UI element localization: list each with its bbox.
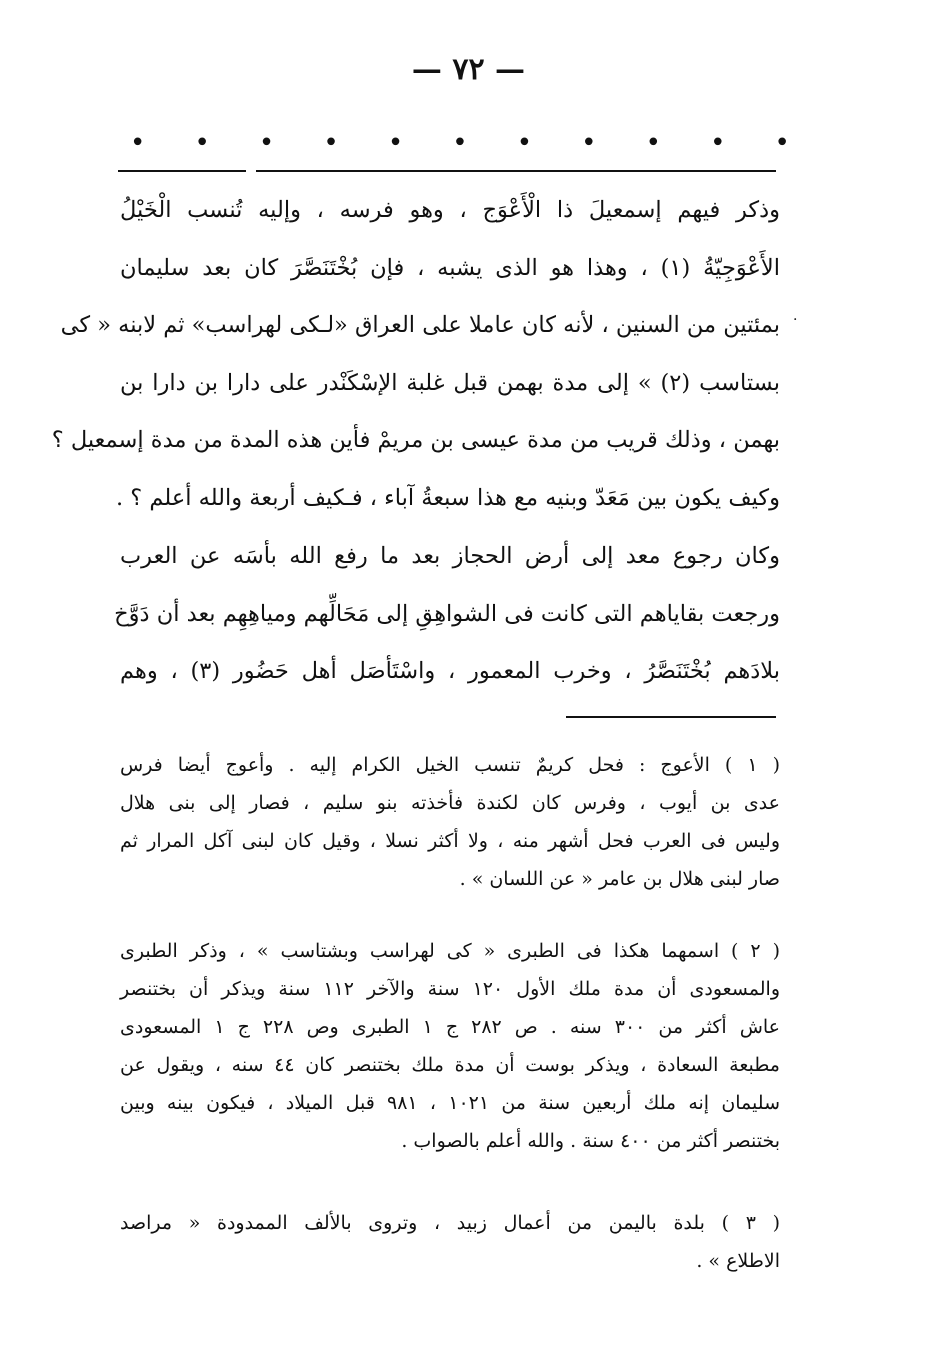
separator-dot: • — [645, 128, 661, 158]
text-line: بمئتين من السنين ، لأنه كان عاملا على العراق «لـكى لهراسب» ثم لابنه « كى — [60, 312, 780, 338]
footnote-line: عدى بن أيوب ، وفرس كان لكندة فأخذته بنو سليم ، فصار إلى بنى هلال — [120, 792, 780, 814]
footnote-line: والمسعودى أن مدة ملك الأول ١٢٠ سنة والآخر ١١٢ سنة ويذكر أن بختنصر — [120, 978, 780, 1000]
header-rule-right — [256, 170, 776, 172]
separator-dot: • — [323, 128, 339, 158]
footnote-line: سليمان إنه ملك أربعين سنة من ١٠٢١ ، ٩٨١ قبل الميلاد ، فيكون بينه وبين — [120, 1092, 780, 1114]
text-line: بهمن ، وذلك قريب من مدة عيسى بن مريمْ فأين هذه المدة من مدة إسمعيل ؟ — [51, 427, 780, 453]
separator-dot: • — [710, 128, 726, 158]
footnote-line: وليس فى العرب فحل أشهر منه ، ولا أكثر نسلا ، وقيل كان لبنى آكل المرار ثم — [120, 830, 780, 852]
footnote-rule — [566, 716, 776, 718]
separator-dot: • — [581, 128, 597, 158]
footnote-line: ( ٢ ) اسمهما هكذا فى الطبرى « كى لهراسب وبشتاسب » ، وذكر الطبرى — [120, 940, 780, 962]
footnote-2 — [120, 932, 780, 1160]
footnote-line: بختنصر أكثر من ٤٠٠ سنة . والله أعلم بالصواب . — [401, 1130, 780, 1152]
text-line: وذكر فيهم إسمعيلَ ذا الْأَعْوَج ، وهو فرسه ، وإليه تُنسب الْخَيْلُ — [120, 197, 780, 223]
footnote-line: ( ٣ ) بلدة باليمن من أعمال زبيد ، وتروى بالألف الممدودة « مراصد — [120, 1212, 780, 1234]
footnote-line: الاطلاع » . — [696, 1250, 780, 1272]
text-line: وكان رجوع معد إلى أرض الحجاز بعد ما رفع الله بأسَه عن العرب — [120, 543, 780, 569]
header-rule-left — [118, 170, 246, 172]
text-line: ورجعت بقاياهم التى كانت فى الشواهِقِ إلى مَحَالِّهم ومياهِهِم بعد أن دَوَّخ — [114, 600, 780, 627]
separator-dot: • — [516, 128, 533, 158]
footnote-3 — [120, 1204, 780, 1280]
margin-mark: · — [793, 312, 798, 328]
separator-dot: • — [258, 128, 275, 158]
footnote-line: عاش أكثر من ٣٠٠ سنه . ص ٢٨٢ ج ١ الطبرى وص ٢٢٨ ج ١ المسعودى — [120, 1016, 781, 1038]
separator-dot: • — [130, 128, 146, 158]
separator-dot: • — [194, 128, 210, 158]
paragraph-2 — [114, 528, 780, 701]
footnote-line: مطبعة السعادة ، ويذكر بوست أن مدة ملك بختنصر كان ٤٤ سنه ، ويقول عن — [120, 1054, 780, 1076]
separator-dot: • — [387, 128, 404, 158]
separator-dots — [130, 130, 790, 156]
text-line: الأَعْوَجِيّةُ (١) ، وهذا هو الذى يشبه ، فإن بُخْتَنَصَّرَ كان بعد سليمان — [120, 254, 780, 281]
footnote-line: ( ١ ) الأعوج : فحل كريمٌ تنسب الخيل الكرام إليه . وأعوج أيضا فرس — [120, 754, 781, 776]
text-line: بلادَهم بُخْتَنَصَّرُ ، وخرب المعمور ، واسْتَأصَل أهل حَضُور (٣) ، وهم — [120, 658, 780, 684]
page-number: — ٧٢ — — [411, 52, 526, 87]
footnote-1 — [120, 746, 780, 898]
footnote-line: صار لبنى هلال بن عامر « عن اللسان » . — [459, 868, 780, 890]
text-line: وكيف يكون بين مَعَدّ وبنيه مع هذا سبعةُ آباء ، فـكيف أربعة والله أعلم ؟ . — [116, 484, 780, 511]
separator-dot: • — [452, 128, 468, 158]
separator-dot: • — [774, 128, 790, 158]
text-line: بستاسب (٢) » إلى مدة بهمن قبل غلبة الإسْكَنْدر على دارا بن دارا بن — [120, 369, 780, 396]
paragraph-1 — [51, 182, 780, 527]
